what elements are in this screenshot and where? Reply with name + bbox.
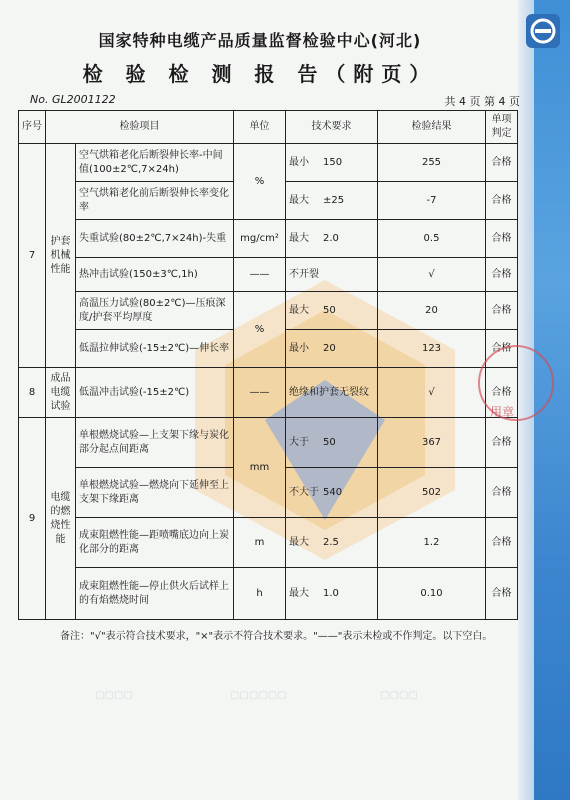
requirement-key: 最大 <box>289 194 309 206</box>
header-unit: 单位 <box>234 111 286 144</box>
table-row <box>19 220 518 258</box>
verdict-cell: 合格 <box>486 220 518 258</box>
requirement-key: 大于 <box>289 436 309 448</box>
unit-cell: m <box>234 518 286 568</box>
requirement-cell <box>286 292 378 330</box>
item-cell: 成束阻燃性能—距喷嘴底边向上炭化部分的距离 <box>76 518 234 568</box>
requirement-cell <box>286 330 378 368</box>
item-cell: 成束阻燃性能—停止供火后试样上的有焰燃烧时间 <box>76 568 234 620</box>
group-category: 电缆的燃烧性能 <box>46 418 76 620</box>
requirement-value: ±25 <box>323 194 345 206</box>
table-row <box>19 144 518 182</box>
item-cell: 单根燃烧试验—上支架下缘与炭化部分起点间距离 <box>76 418 234 468</box>
item-cell: 空气烘箱老化前后断裂伸长率变化率 <box>76 182 234 220</box>
requirement-value: 2.5 <box>323 536 339 548</box>
group-index: 9 <box>19 418 46 620</box>
result-cell: 502 <box>378 468 486 518</box>
requirement-value: 2.0 <box>323 232 339 244</box>
header-verdict: 单项判定 <box>486 111 518 144</box>
table-row <box>19 258 518 292</box>
requirement-cell <box>286 518 378 568</box>
table-row <box>19 418 518 468</box>
header-requirement: 技术要求 <box>286 111 378 144</box>
watermark-text: ▢▢▢▢ <box>95 690 133 701</box>
group-category: 成品电缆试验 <box>46 368 76 418</box>
table-row <box>19 568 518 620</box>
requirement-cell <box>286 418 378 468</box>
report-meta <box>30 93 520 109</box>
inspection-table <box>18 110 518 620</box>
requirement-key: 最大 <box>289 304 309 316</box>
unit-cell: —— <box>234 258 286 292</box>
result-cell: 1.2 <box>378 518 486 568</box>
result-cell: 255 <box>378 144 486 182</box>
requirement-key: 不大于 <box>289 486 319 498</box>
item-cell: 空气烘箱老化后断裂伸长率-中间值(100±2℃,7×24h) <box>76 144 234 182</box>
verdict-cell: 合格 <box>486 468 518 518</box>
group-index: 8 <box>19 368 46 418</box>
table-header-row <box>19 111 518 144</box>
unit-cell: % <box>234 144 286 220</box>
result-cell: √ <box>378 258 486 292</box>
requirement-cell <box>286 258 378 292</box>
verdict-cell: 合格 <box>486 292 518 330</box>
header-item: 检验项目 <box>46 111 234 144</box>
requirement-key: 不开裂 <box>289 268 319 280</box>
verdict-cell: 合格 <box>486 182 518 220</box>
group-category: 护套机械性能 <box>46 144 76 368</box>
unit-cell: mm <box>234 418 286 518</box>
table-row <box>19 292 518 330</box>
requirement-value: 1.0 <box>323 587 339 599</box>
requirement-key: 最大 <box>289 587 309 599</box>
report-subtitle: 检 验 检 测 报 告（附页） <box>82 62 438 86</box>
item-cell: 热冲击试验(150±3℃,1h) <box>76 258 234 292</box>
result-cell: 123 <box>378 330 486 368</box>
report-number: No. GL2001122 <box>30 93 116 106</box>
requirement-value: 540 <box>323 486 343 498</box>
verdict-cell: 合格 <box>486 144 518 182</box>
requirement-key: 最小 <box>289 156 309 168</box>
requirement-cell <box>286 182 378 220</box>
item-cell: 低温冲击试验(-15±2℃) <box>76 368 234 418</box>
watermark-text: ▢▢▢▢ <box>380 690 418 701</box>
verdict-cell: 合格 <box>486 368 518 418</box>
requirement-key: 绝缘和护套无裂纹 <box>289 386 369 398</box>
result-cell: 0.5 <box>378 220 486 258</box>
page-info: 共 4 页 第 4 页 <box>444 95 520 108</box>
item-cell: 单根燃烧试验—燃烧向下延伸至上支架下缘距离 <box>76 468 234 518</box>
result-cell: 20 <box>378 292 486 330</box>
company-logo-icon <box>526 14 560 48</box>
requirement-value: 50 <box>323 304 336 316</box>
verdict-cell: 合格 <box>486 330 518 368</box>
requirement-cell <box>286 144 378 182</box>
watermark-text: ▢▢▢▢▢▢ <box>230 690 287 701</box>
requirement-cell <box>286 368 378 418</box>
page-title: 国家特种电缆产品质量监督检验中心(河北) <box>98 31 422 50</box>
result-cell: -7 <box>378 182 486 220</box>
result-cell: 0.10 <box>378 568 486 620</box>
requirement-key: 最大 <box>289 232 309 244</box>
result-cell: √ <box>378 368 486 418</box>
item-cell: 高温压力试验(80±2℃)—压痕深度/护套平均厚度 <box>76 292 234 330</box>
unit-cell: —— <box>234 368 286 418</box>
verdict-cell: 合格 <box>486 258 518 292</box>
item-cell: 失重试验(80±2℃,7×24h)-失重 <box>76 220 234 258</box>
table-row <box>19 368 518 418</box>
footnote: 备注："√"表示符合技术要求，"×"表示不符合技术要求。"——"表示未检或不作判定。以下空白。 <box>60 631 493 642</box>
requirement-key: 最大 <box>289 536 309 548</box>
table-row <box>19 518 518 568</box>
unit-cell: mg/cm² <box>234 220 286 258</box>
requirement-value: 20 <box>323 342 336 354</box>
verdict-cell: 合格 <box>486 518 518 568</box>
header-result: 检验结果 <box>378 111 486 144</box>
verdict-cell: 合格 <box>486 418 518 468</box>
requirement-cell <box>286 220 378 258</box>
unit-cell: h <box>234 568 286 620</box>
requirement-key: 最小 <box>289 342 309 354</box>
group-index: 7 <box>19 144 46 368</box>
result-cell: 367 <box>378 418 486 468</box>
unit-cell: % <box>234 292 286 368</box>
requirement-cell <box>286 568 378 620</box>
header-index: 序号 <box>19 111 46 144</box>
requirement-value: 50 <box>323 436 336 448</box>
seal-text: 用章 <box>490 405 515 419</box>
requirement-value: 150 <box>323 156 343 168</box>
item-cell: 低温拉伸试验(-15±2℃)—伸长率 <box>76 330 234 368</box>
requirement-cell <box>286 468 378 518</box>
verdict-cell: 合格 <box>486 568 518 620</box>
